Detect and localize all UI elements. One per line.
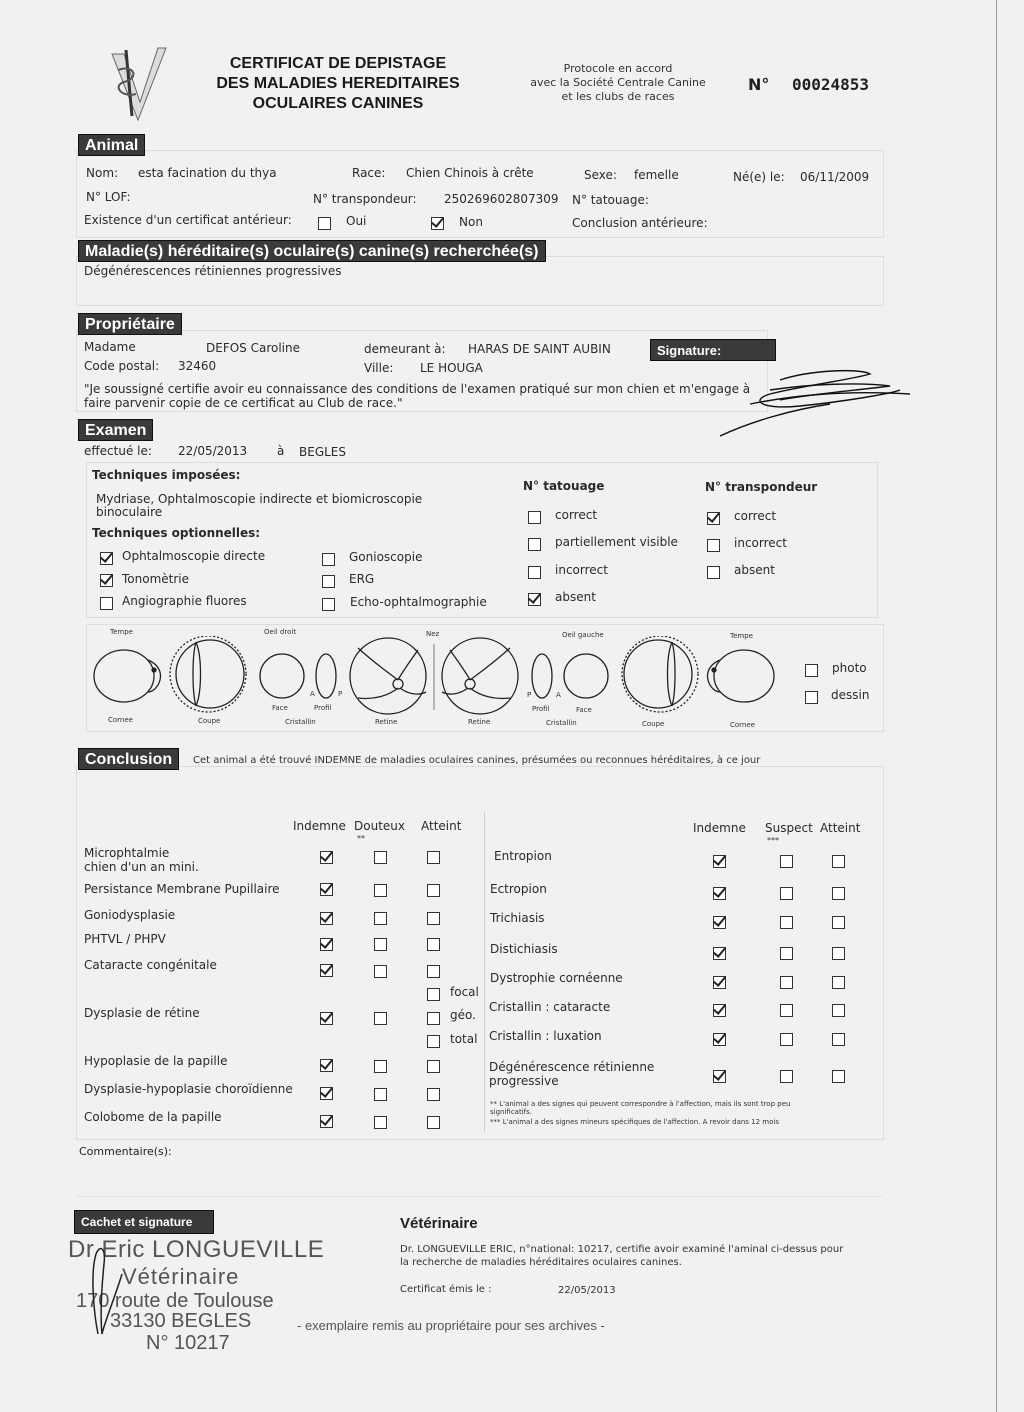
row-label: Trichiasis — [490, 911, 545, 925]
douteux-checkbox[interactable] — [374, 965, 387, 978]
transp-incorrect-checkbox[interactable] — [707, 539, 720, 552]
footnote-1b: significatifs. — [490, 1108, 532, 1116]
option-echo-label: Echo-ophtalmographie — [350, 595, 487, 609]
option-angiographie-checkbox[interactable] — [100, 597, 113, 610]
atteint-checkbox[interactable] — [832, 855, 845, 868]
row-label: Colobome de la papille — [84, 1110, 222, 1124]
label-coupe-right: Coupe — [642, 720, 665, 728]
label-face-right: Face — [576, 706, 592, 714]
atteint-checkbox[interactable] — [427, 938, 440, 951]
label-a-left: A — [310, 690, 315, 698]
suspect-checkbox[interactable] — [780, 976, 793, 989]
row-label: Dystrophie cornéenne — [490, 971, 623, 985]
emis-label: Certificat émis le : — [400, 1284, 492, 1295]
examen-section-title: Examen — [78, 419, 153, 441]
right-header-suspect: Suspect — [765, 821, 813, 835]
transp-correct-checkbox[interactable] — [707, 512, 720, 525]
douteux-checkbox[interactable] — [374, 1060, 387, 1073]
tatouage-absent-checkbox[interactable] — [528, 593, 541, 606]
atteint-checkbox[interactable] — [427, 884, 440, 897]
lof-label: N° LOF: — [86, 190, 131, 204]
commentaires-field[interactable] — [76, 1140, 882, 1197]
cp-value: 32460 — [178, 359, 217, 373]
title-line-1: CERTIFICAT DE DEPISTAGE — [229, 55, 447, 72]
atteint-checkbox[interactable] — [832, 947, 845, 960]
douteux-checkbox[interactable] — [374, 1088, 387, 1101]
quote-line-2: faire parvenir copie de ce certificat au Club de race." — [84, 396, 403, 410]
non-checkbox[interactable] — [431, 217, 444, 230]
nom-label: Nom: — [86, 166, 119, 180]
stamp-line-5: N° 10217 — [146, 1332, 230, 1354]
vet-stamp — [60, 1234, 330, 1364]
douteux-checkbox[interactable] — [374, 1012, 387, 1025]
row-label: Entropion — [494, 849, 552, 863]
option-ophtalmoscopie-checkbox[interactable] — [100, 552, 113, 565]
exam-lieu: BEGLES — [299, 445, 346, 459]
title-line-3: OCULAIRES CANINES — [252, 95, 424, 112]
cornea-left-icon — [94, 650, 161, 702]
exemplaire-note: - exemplaire remis au propriétaire pour ses archives - — [297, 1318, 605, 1333]
indemne-checkbox[interactable] — [713, 1004, 726, 1017]
row-label: Dégénérescence rétinienne — [489, 1060, 655, 1074]
option-gonioscopie-label: Gonioscopie — [349, 550, 423, 564]
indemne-checkbox[interactable] — [713, 916, 726, 929]
indemne-checkbox[interactable] — [320, 964, 333, 977]
left-header-note: ** — [357, 834, 365, 843]
label-p-left: P — [338, 690, 343, 698]
oui-checkbox[interactable] — [318, 217, 331, 230]
atteint-checkbox[interactable] — [832, 976, 845, 989]
label-cornee-left: Cornee — [108, 716, 133, 724]
retine-geo-label: géo. — [450, 1008, 476, 1022]
diagram-label-nez: Nez — [426, 630, 440, 638]
footnote-1: ** L'animal a des signes qui peuvent correspondre à l'affection, mais ils sont trop peu — [490, 1100, 791, 1108]
atteint-checkbox[interactable] — [427, 851, 440, 864]
oui-label: Oui — [346, 214, 367, 228]
suspect-checkbox[interactable] — [780, 947, 793, 960]
lens-profile-right-icon — [532, 654, 552, 698]
maladie-value: Dégénérescences rétiniennes progressives — [84, 264, 342, 278]
demeurant-value: HARAS DE SAINT AUBIN — [468, 342, 611, 356]
right-header-atteint: Atteint — [820, 821, 861, 835]
label-coupe-left: Coupe — [198, 717, 221, 725]
option-angiographie-label: Angiographie fluores — [122, 594, 247, 608]
owner-signature — [710, 360, 920, 440]
dessin-label: dessin — [831, 688, 870, 702]
footnote-2: *** L'animal a des signes mineurs spécifiques de l'affection. A revoir dans 12 mois — [490, 1118, 779, 1126]
atteint-checkbox[interactable] — [427, 965, 440, 978]
atteint-checkbox[interactable] — [832, 916, 845, 929]
diagram-label-tempe-right: Tempe — [730, 632, 753, 640]
transpondeur-label: N° transpondeur: — [313, 192, 417, 206]
protocol-note — [518, 62, 718, 104]
douteux-checkbox[interactable] — [374, 938, 387, 951]
left-header-indemne: Indemne — [293, 819, 346, 833]
vet-title: Vétérinaire — [400, 1215, 478, 1232]
cp-label: Code postal: — [84, 359, 160, 373]
photo-label: photo — [832, 661, 867, 675]
row-label-2: progressive — [489, 1074, 559, 1088]
race-label: Race: — [352, 166, 386, 180]
lens-profile-left-icon — [316, 654, 336, 698]
tatouage-incorrect-label: incorrect — [555, 563, 608, 577]
tatouage-label: N° tatouage: — [572, 193, 649, 207]
retine-geo-checkbox[interactable] — [427, 1012, 440, 1025]
tech-imposees-line-2: binoculaire — [96, 505, 163, 519]
indemne-checkbox[interactable] — [320, 912, 333, 925]
tatouage-incorrect-checkbox[interactable] — [528, 566, 541, 579]
row-label-2: chien d'un an mini. — [84, 860, 199, 874]
proprietaire-section-title: Propriétaire — [78, 313, 182, 335]
option-echo-checkbox[interactable] — [322, 598, 335, 611]
birth-label: Né(e) le: — [733, 170, 785, 184]
atteint-checkbox[interactable] — [832, 887, 845, 900]
birth-value: 06/11/2009 — [800, 170, 870, 184]
indemne-checkbox[interactable] — [320, 883, 333, 896]
retine-focal-label: focal — [450, 985, 479, 999]
demeurant-label: demeurant à: — [364, 342, 446, 356]
stamp-line-1: Dr Eric LONGUEVILLE — [68, 1236, 325, 1263]
owner-civilite: Madame — [84, 340, 136, 354]
conclusion-section-title: Conclusion — [78, 748, 179, 770]
indemne-checkbox[interactable] — [713, 855, 726, 868]
label-p-right: P — [527, 691, 532, 699]
certificate-number-label: N° — [748, 75, 770, 94]
row-label: Cataracte congénitale — [84, 958, 217, 972]
protocol-line-3: et les clubs de races — [561, 90, 675, 103]
ville-label: Ville: — [364, 361, 394, 375]
diagram-label-oeil-gauche: Oeil gauche — [562, 631, 604, 639]
suspect-checkbox[interactable] — [780, 1004, 793, 1017]
lens-front-left-icon — [260, 654, 304, 698]
edge-line — [996, 0, 997, 1412]
effectue-date: 22/05/2013 — [178, 444, 248, 458]
indemne-checkbox[interactable] — [713, 1070, 726, 1083]
protocol-line-2: avec la Société Centrale Canine — [530, 76, 706, 89]
effectue-label: effectué le: — [84, 444, 152, 458]
protocol-line-1: Protocole en accord — [563, 62, 673, 75]
atteint-checkbox[interactable] — [427, 1116, 440, 1129]
photo-checkbox[interactable] — [805, 664, 818, 677]
row-label: Microphtalmie — [84, 846, 170, 860]
retina-left-icon — [350, 638, 426, 714]
tatouage-correct-checkbox[interactable] — [528, 511, 541, 524]
right-header-note: *** — [767, 836, 779, 845]
atteint-checkbox[interactable] — [832, 1033, 845, 1046]
atteint-checkbox[interactable] — [427, 912, 440, 925]
section-right-icon — [622, 636, 698, 712]
retine-total-label: total — [450, 1032, 478, 1046]
row-label: Ectropion — [490, 882, 547, 896]
transpondeur-value: 250269602807309 — [444, 192, 559, 206]
tatouage-partiel-label: partiellement visible — [555, 535, 678, 549]
row-label: Persistance Membrane Pupillaire — [84, 882, 280, 896]
section-left-icon — [170, 636, 246, 712]
race-value: Chien Chinois à crête — [406, 166, 534, 180]
row-label: Goniodysplasie — [84, 908, 176, 922]
vet-text-line-1: Dr. LONGUEVILLE ERIC, n°national: 10217, certifie avoir examiné l'aminal ci-dessus pour — [400, 1244, 844, 1255]
douteux-checkbox[interactable] — [374, 1116, 387, 1129]
douteux-checkbox[interactable] — [374, 884, 387, 897]
option-gonioscopie-checkbox[interactable] — [322, 553, 335, 566]
douteux-checkbox[interactable] — [374, 851, 387, 864]
stamp-line-2: Vétérinaire — [122, 1264, 240, 1289]
conclusion-anterieure-label: Conclusion antérieure: — [572, 216, 708, 230]
label-retine-left: Retine — [375, 718, 398, 726]
suspect-checkbox[interactable] — [780, 855, 793, 868]
nom-value: esta facination du thya — [138, 166, 277, 180]
douteux-checkbox[interactable] — [374, 912, 387, 925]
cornea-right-icon — [708, 650, 775, 702]
row-label: PHTVL / PHPV — [84, 932, 166, 946]
indemne-checkbox[interactable] — [320, 1059, 333, 1072]
certificate-number: 00024853 — [792, 75, 870, 94]
column-divider — [484, 812, 485, 1132]
indemne-checkbox[interactable] — [713, 887, 726, 900]
transp-correct-label: correct — [734, 509, 777, 523]
indemne-checkbox[interactable] — [320, 1115, 333, 1128]
commentaires-label: Commentaire(s): — [79, 1145, 172, 1158]
diagram-label-tempe-left: Tempe — [110, 628, 133, 636]
stamp-line-4: 33130 BEGLES — [110, 1310, 252, 1332]
indemne-checkbox[interactable] — [320, 938, 333, 951]
row-label: Cristallin : cataracte — [489, 1000, 611, 1014]
tech-imposees-line-1: Mydriase, Ophtalmoscopie indirecte et biomicroscopie — [96, 492, 423, 506]
transp-absent-label: absent — [734, 563, 775, 577]
label-face-left: Face — [272, 704, 288, 712]
suspect-checkbox[interactable] — [780, 916, 793, 929]
tatouage-absent-label: absent — [555, 590, 596, 604]
left-header-douteux: Douteux — [354, 819, 405, 833]
label-cristallin-left: Cristallin — [285, 718, 316, 726]
label-a-right: A — [556, 691, 561, 699]
non-label: Non — [459, 215, 483, 229]
tatouage-title: N° tatouage — [523, 479, 605, 493]
ville-value: LE HOUGA — [420, 361, 483, 375]
tech-opt-label: Techniques optionnelles: — [92, 526, 261, 540]
certificate-title — [188, 54, 488, 114]
left-header-atteint: Atteint — [421, 819, 462, 833]
option-ophtalmoscopie-label: Ophtalmoscopie directe — [122, 549, 266, 563]
indemne-checkbox[interactable] — [713, 947, 726, 960]
suspect-checkbox[interactable] — [780, 1070, 793, 1083]
sexe-label: Sexe: — [584, 168, 617, 182]
lens-front-right-icon — [564, 654, 608, 698]
row-label: Cristallin : luxation — [489, 1029, 602, 1043]
indemne-checkbox[interactable] — [713, 976, 726, 989]
owner-name: DEFOS Caroline — [206, 341, 301, 355]
sexe-value: femelle — [634, 168, 679, 182]
maladie-section-title: Maladie(s) héréditaire(s) oculaire(s) canine(s) recherchée(s) — [78, 240, 546, 262]
title-line-2: DES MALADIES HEREDITAIRES — [216, 75, 460, 92]
eye-diagram-drawing — [88, 636, 808, 716]
retine-total-checkbox[interactable] — [427, 1035, 440, 1048]
transp-absent-checkbox[interactable] — [707, 566, 720, 579]
label-cristallin-right: Cristallin — [546, 719, 577, 727]
option-erg-checkbox[interactable] — [322, 575, 335, 588]
signature-label: Signature: — [650, 339, 776, 361]
retine-focal-checkbox[interactable] — [427, 988, 440, 1001]
transp-incorrect-label: incorrect — [734, 536, 787, 550]
diagram-label-oeil-droit: Oeil droit — [264, 628, 297, 636]
atteint-checkbox[interactable] — [427, 1060, 440, 1073]
suspect-checkbox[interactable] — [780, 1033, 793, 1046]
indemne-checkbox[interactable] — [320, 851, 333, 864]
row-label: Distichiasis — [490, 942, 558, 956]
a-label: à — [277, 444, 285, 458]
option-tonometrie-label: Tonomètrie — [122, 572, 190, 586]
dessin-checkbox[interactable] — [805, 691, 818, 704]
right-header-indemne: Indemne — [693, 821, 746, 835]
emis-date: 22/05/2013 — [558, 1285, 616, 1296]
label-profil-left: Profil — [314, 704, 332, 712]
quote-line-1: "Je soussigné certifie avoir eu connaissance des conditions de l'examen pratiqué sur mon chien et m'engage à — [84, 382, 751, 396]
indemne-checkbox[interactable] — [713, 1033, 726, 1046]
option-tonometrie-checkbox[interactable] — [100, 574, 113, 587]
retina-right-icon — [442, 638, 518, 714]
animal-section-title: Animal — [78, 134, 145, 156]
indemne-checkbox[interactable] — [320, 1012, 333, 1025]
atteint-checkbox[interactable] — [832, 1070, 845, 1083]
logo-icon — [104, 44, 174, 124]
cachet-label: Cachet et signature — [74, 1210, 214, 1234]
row-label: Hypoplasie de la papille — [84, 1054, 228, 1068]
existence-label: Existence d'un certificat antérieur: — [84, 213, 292, 227]
stamp-line-3: 170 route de Toulouse — [76, 1290, 274, 1312]
option-erg-label: ERG — [349, 572, 375, 586]
conclusion-statement: Cet animal a été trouvé INDEMNE de maladies oculaires canines, présumées ou reconnues héréditaires, à ce jour — [193, 755, 761, 766]
label-profil-right: Profil — [532, 705, 550, 713]
atteint-checkbox[interactable] — [427, 1088, 440, 1101]
row-label: Dysplasie-hypoplasie choroïdienne — [84, 1082, 293, 1096]
vet-text-line-2: la recherche de maladies héréditaires oculaires canines. — [400, 1257, 682, 1268]
label-retine-right: Retine — [468, 718, 491, 726]
row-label: Dysplasie de rétine — [84, 1006, 200, 1020]
tatouage-correct-label: correct — [555, 508, 598, 522]
transpondeur-title: N° transpondeur — [705, 480, 818, 494]
indemne-checkbox[interactable] — [320, 1087, 333, 1100]
tatouage-partiel-checkbox[interactable] — [528, 538, 541, 551]
atteint-checkbox[interactable] — [832, 1004, 845, 1017]
tech-imposees-label: Techniques imposées: — [92, 468, 241, 482]
suspect-checkbox[interactable] — [780, 887, 793, 900]
label-cornee-right: Cornee — [730, 721, 755, 729]
